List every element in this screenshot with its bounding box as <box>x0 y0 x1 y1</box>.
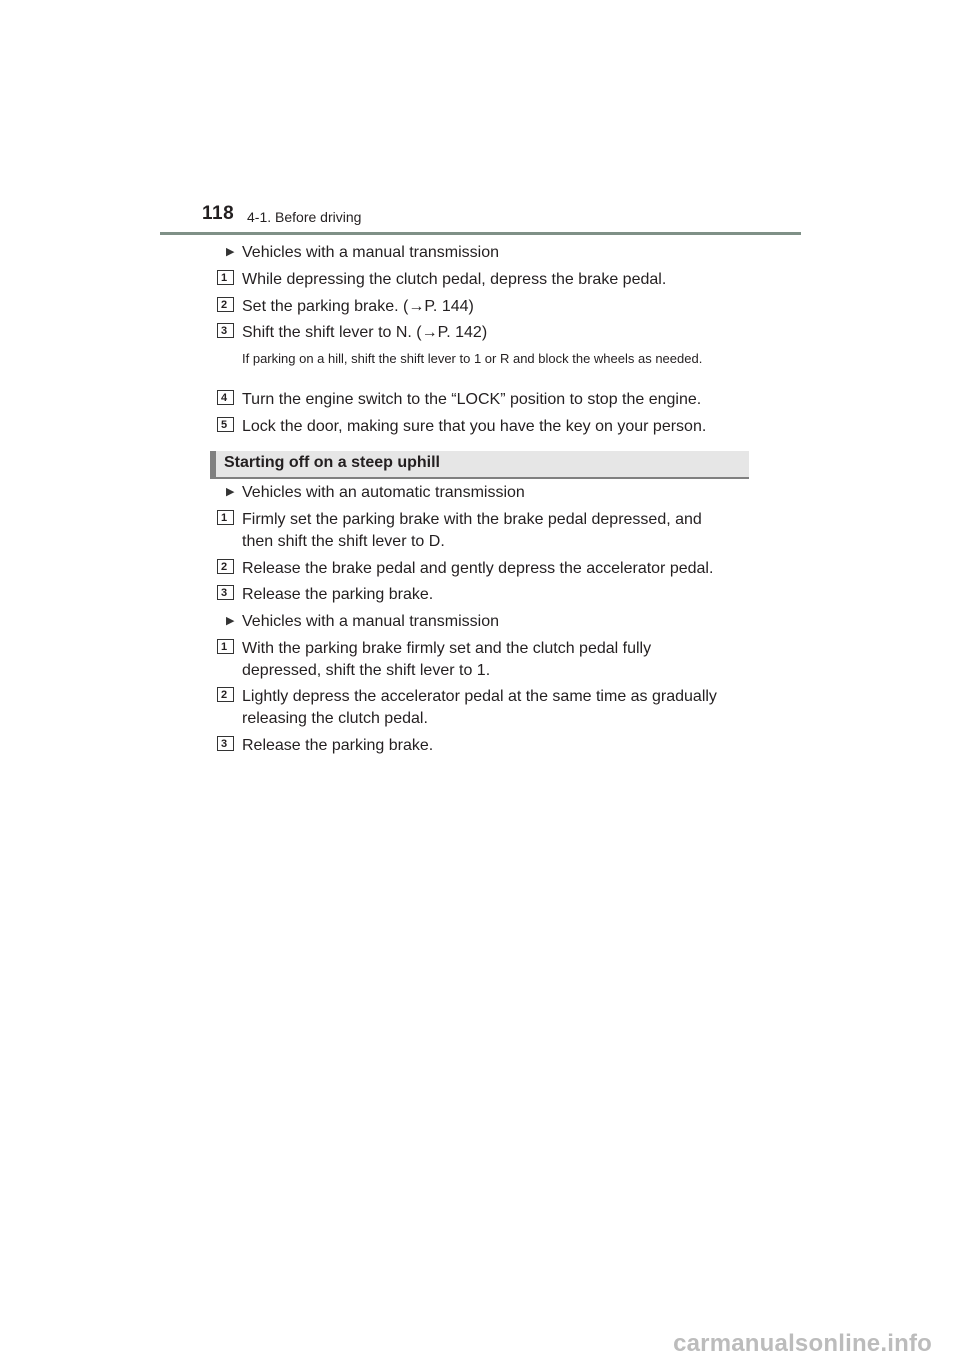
step-number: 2 <box>217 559 234 574</box>
step-text-line: depressed, shift the shift lever to 1. <box>242 662 491 679</box>
header-divider <box>160 232 801 235</box>
site-watermark: carmanualsonline.info <box>673 1330 932 1357</box>
step-text: Release the parking brake. <box>242 737 434 754</box>
triangle-right-icon: ▶ <box>226 246 235 258</box>
step-text-line: releasing the clutch pedal. <box>242 710 428 727</box>
step-text: Lock the door, making sure that you have the key on your person. <box>242 418 707 435</box>
step-text-line: Lightly depress the accelerator pedal at the same time as gradually <box>242 688 717 705</box>
step-text-line: Firmly set the parking brake with the brake pedal depressed, and <box>242 511 702 528</box>
note-text: If parking on a hill, shift the shift lever to 1 or R and block the wheels as needed. <box>242 351 703 366</box>
subheading-manual: Vehicles with a manual transmission <box>242 244 500 261</box>
section-title: 4-1. Before driving <box>247 209 362 225</box>
subheading-automatic: Vehicles with an automatic transmission <box>242 484 525 501</box>
subheading-accent <box>210 451 216 479</box>
step-text: Release the parking brake. <box>242 586 434 603</box>
subheading-title: Starting off on a steep uphill <box>224 454 440 471</box>
subheading-bar <box>210 451 749 479</box>
step-text-line: then shift the shift lever to D. <box>242 533 445 550</box>
step-number: 2 <box>217 687 234 702</box>
step-number: 3 <box>217 585 234 600</box>
step-number: 3 <box>217 323 234 338</box>
step-text-line: With the parking brake firmly set and the clutch pedal fully <box>242 640 652 657</box>
step-text: Shift the shift lever to N. (→P. 142) <box>242 324 488 341</box>
step-number: 3 <box>217 736 234 751</box>
step-text: Set the parking brake. (→P. 144) <box>242 298 474 315</box>
step-text: Release the brake pedal and gently depress the accelerator pedal. <box>242 560 714 577</box>
step-number: 4 <box>217 390 234 405</box>
step-number: 1 <box>217 270 234 285</box>
subheading-manual: Vehicles with a manual transmission <box>242 613 500 630</box>
step-text: While depressing the clutch pedal, depress the brake pedal. <box>242 271 667 288</box>
step-number: 5 <box>217 417 234 432</box>
step-number: 1 <box>217 639 234 654</box>
triangle-right-icon: ▶ <box>226 615 235 627</box>
page-number: 118 <box>202 203 235 224</box>
step-text: Turn the engine switch to the “LOCK” position to stop the engine. <box>242 391 702 408</box>
step-number: 1 <box>217 510 234 525</box>
step-number: 2 <box>217 297 234 312</box>
triangle-right-icon: ▶ <box>226 486 235 498</box>
